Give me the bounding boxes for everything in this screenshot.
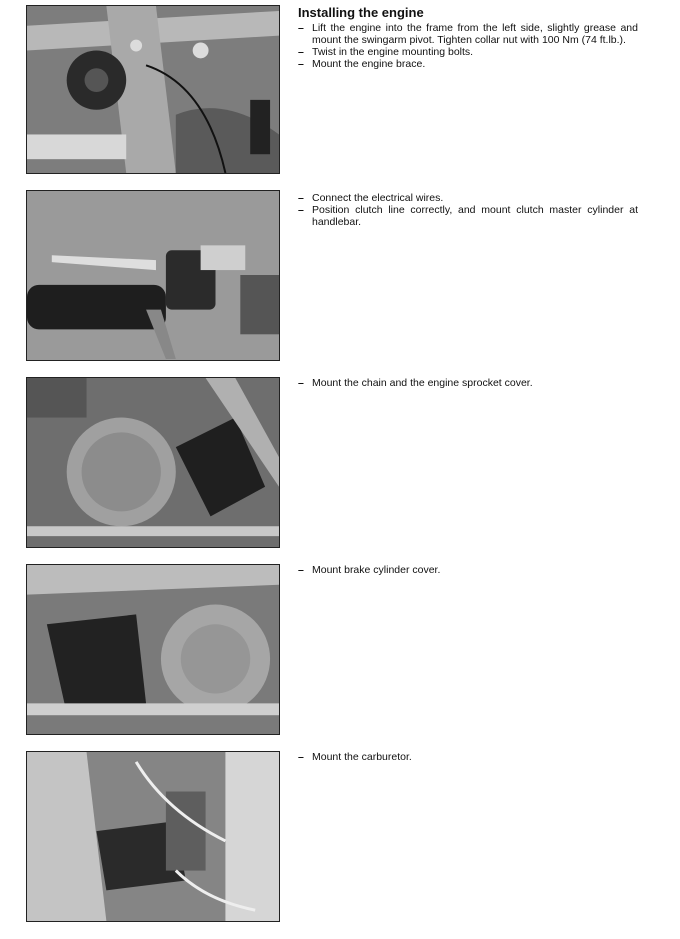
brake-cylinder-cover-photo bbox=[26, 564, 280, 735]
section-3-text bbox=[298, 377, 638, 389]
handlebar-clutch-photo bbox=[26, 190, 280, 361]
step-list bbox=[298, 751, 638, 763]
dash-bullet: – bbox=[298, 58, 304, 70]
step-item: – Mount the engine brace. bbox=[298, 58, 426, 70]
step-list bbox=[298, 192, 638, 228]
section-2-text bbox=[298, 192, 638, 228]
dash-bullet: – bbox=[298, 46, 304, 58]
step-item: – Lift the engine into the frame from the left side, slightly grease and mount the swingarm pivot. Tighten collar nut with 100 Nm (74 ft.lb.). bbox=[298, 22, 638, 46]
step-item: – Twist in the engine mounting bolts. bbox=[298, 46, 474, 58]
section-4-text bbox=[298, 564, 638, 576]
dash-bullet: – bbox=[298, 377, 304, 389]
section-1-text bbox=[298, 5, 638, 70]
step-item: – Connect the electrical wires. bbox=[298, 192, 444, 204]
chain-sprocket-cover-photo bbox=[26, 377, 280, 548]
step-item: – Mount brake cylinder cover. bbox=[298, 564, 441, 576]
step-list bbox=[298, 22, 638, 70]
dash-bullet: – bbox=[298, 22, 304, 34]
step-item: – Mount the chain and the engine sprocket cover. bbox=[298, 377, 533, 389]
step-item: – Mount the carburetor. bbox=[298, 751, 412, 763]
step-item: – Position clutch line correctly, and mount clutch master cylinder at handlebar. bbox=[298, 204, 638, 228]
page-heading: Installing the engine bbox=[298, 5, 424, 20]
section-5-text bbox=[298, 751, 638, 763]
engine-frame-photo bbox=[26, 5, 280, 174]
dash-bullet: – bbox=[298, 192, 304, 204]
carburetor-photo bbox=[26, 751, 280, 922]
step-list bbox=[298, 564, 638, 576]
step-list bbox=[298, 377, 638, 389]
dash-bullet: – bbox=[298, 204, 304, 216]
dash-bullet: – bbox=[298, 751, 304, 763]
dash-bullet: – bbox=[298, 564, 304, 576]
